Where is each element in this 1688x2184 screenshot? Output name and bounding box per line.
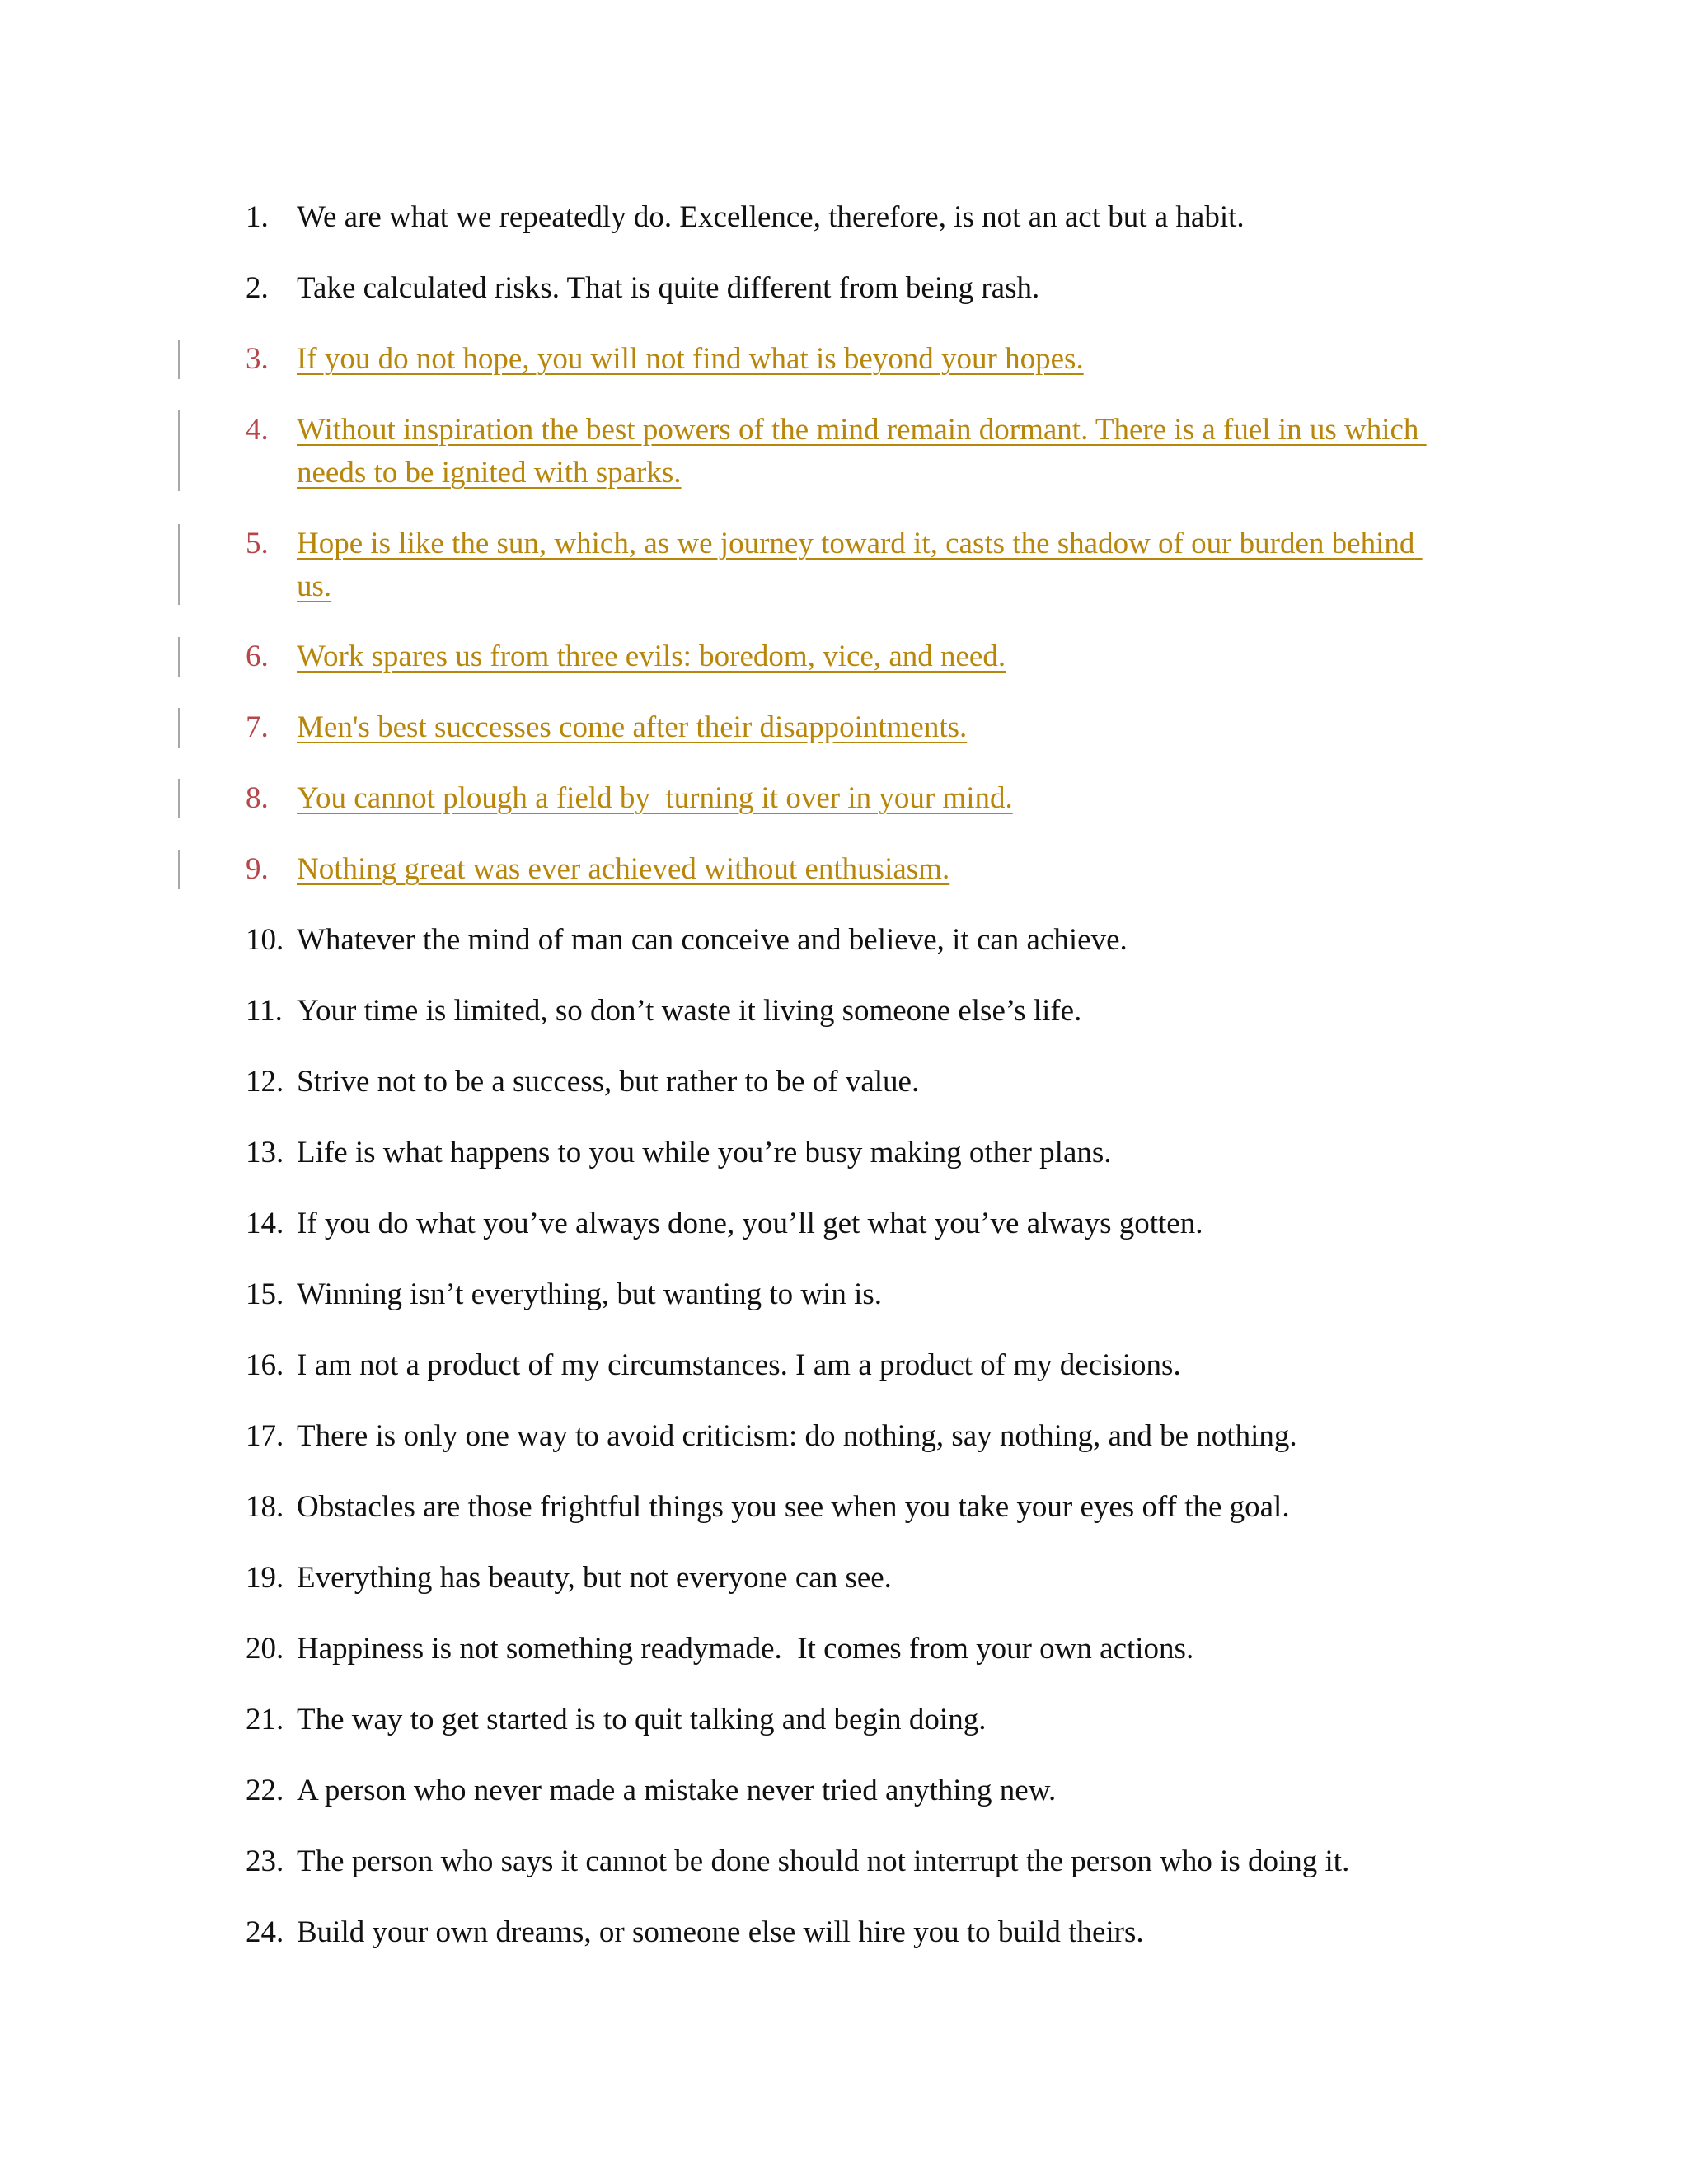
list-text[interactable]: Your time is limited, so don’t waste it living someone else’s life.: [297, 994, 1082, 1028]
list-text[interactable]: The person who says it cannot be done should not interrupt the person who is doing it.: [297, 1844, 1350, 1878]
list-text[interactable]: Strive not to be a success, but rather to be of value.: [297, 1065, 920, 1099]
list-number: 5.: [246, 527, 269, 560]
list-text[interactable]: There is only one way to avoid criticism: do nothing, say nothing, and be nothing.: [297, 1419, 1297, 1453]
list-number: 23.: [246, 1844, 284, 1878]
list-number: 12.: [246, 1065, 284, 1099]
inserted-text[interactable]: If you do not hope, you will not find what is beyond your hopes.: [297, 342, 1084, 376]
list-number: 19.: [246, 1561, 284, 1595]
list-number: 14.: [246, 1207, 284, 1240]
list-number: 3.: [246, 342, 269, 376]
inserted-text[interactable]: Hope is like the sun, which, as we journey toward it, casts the shadow of our burden behind us.: [297, 527, 1423, 603]
list-number: 24.: [246, 1915, 284, 1949]
list-text[interactable]: The way to get started is to quit talking and begin doing.: [297, 1703, 987, 1736]
list-number: 20.: [246, 1632, 284, 1666]
change-bar: [178, 637, 180, 677]
list-text[interactable]: Take calculated risks. That is quite different from being rash.: [297, 271, 1040, 305]
list-text[interactable]: Everything has beauty, but not everyone can see.: [297, 1561, 892, 1595]
list-number: 6.: [246, 640, 269, 673]
list-number: 7.: [246, 710, 269, 744]
list-text[interactable]: Build your own dreams, or someone else will hire you to build theirs.: [297, 1915, 1144, 1949]
change-bar: [178, 708, 180, 748]
list-number: 15.: [246, 1277, 284, 1311]
list-text[interactable]: Winning isn’t everything, but wanting to win is.: [297, 1277, 883, 1311]
list-text[interactable]: I am not a product of my circumstances. I am a product of my decisions.: [297, 1348, 1181, 1382]
list-text[interactable]: We are what we repeatedly do. Excellence, therefore, is not an act but a habit.: [297, 200, 1245, 234]
inserted-text[interactable]: Men's best successes come after their disappointments.: [297, 710, 968, 744]
list-text[interactable]: A person who never made a mistake never tried anything new.: [297, 1774, 1057, 1807]
list-number: 1.: [246, 200, 269, 234]
list-number: 18.: [246, 1490, 284, 1524]
list-number: 13.: [246, 1136, 284, 1169]
change-bar: [178, 340, 180, 379]
list-number: 4.: [246, 413, 269, 447]
list-number: 9.: [246, 852, 269, 886]
list-text[interactable]: If you do what you’ve always done, you’ll get what you’ve always gotten.: [297, 1207, 1203, 1240]
list-text[interactable]: Life is what happens to you while you’re busy making other plans.: [297, 1136, 1112, 1169]
change-bar: [178, 850, 180, 889]
inserted-text[interactable]: Nothing great was ever achieved without enthusiasm.: [297, 852, 950, 886]
list-number: 17.: [246, 1419, 284, 1453]
list-text[interactable]: Happiness is not something readymade. It comes from your own actions.: [297, 1632, 1194, 1666]
list-number: 16.: [246, 1348, 284, 1382]
list-number: 2.: [246, 271, 269, 305]
inserted-text[interactable]: You cannot plough a field by turning it over in your mind.: [297, 781, 1013, 815]
list-text[interactable]: Whatever the mind of man can conceive and believe, it can achieve.: [297, 923, 1128, 957]
list-number: 10.: [246, 923, 284, 957]
list-number: 11.: [246, 994, 283, 1028]
list-number: 21.: [246, 1703, 284, 1736]
list-number: 8.: [246, 781, 269, 815]
inserted-text[interactable]: Without inspiration the best powers of the mind remain dormant. There is a fuel in us which needs to be ignited with sparks.: [297, 413, 1427, 490]
inserted-text[interactable]: Work spares us from three evils: boredom, vice, and need.: [297, 640, 1006, 673]
list-number: 22.: [246, 1774, 284, 1807]
change-bar: [178, 779, 180, 818]
change-bar: [178, 524, 180, 605]
change-bar: [178, 410, 180, 491]
list-text[interactable]: Obstacles are those frightful things you see when you take your eyes off the goal.: [297, 1490, 1290, 1524]
